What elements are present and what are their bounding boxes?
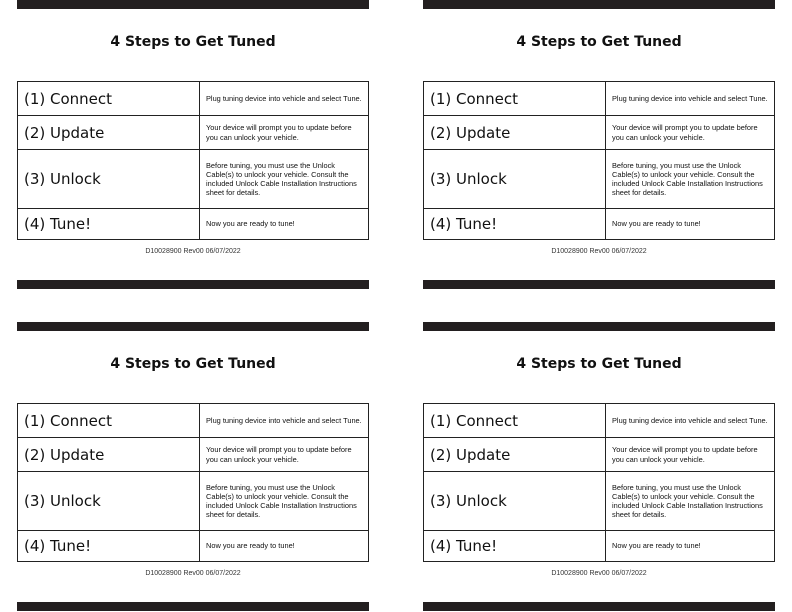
top-bar — [423, 0, 775, 9]
step-description: Your device will prompt you to update before you can unlock your vehicle. — [200, 116, 369, 150]
step-description: Now you are ready to tune! — [606, 209, 775, 240]
step-row — [424, 438, 775, 472]
instruction-card — [17, 0, 369, 290]
step-label: (2) Update — [18, 116, 200, 150]
step-description: Now you are ready to tune! — [200, 531, 369, 562]
step-description: Plug tuning device into vehicle and select Tune. — [200, 404, 369, 438]
step-label: (3) Unlock — [424, 150, 606, 209]
top-bar — [17, 0, 369, 9]
steps-table — [423, 81, 775, 240]
bottom-bar — [17, 280, 369, 289]
top-bar — [17, 322, 369, 331]
step-row — [424, 116, 775, 150]
step-row — [18, 150, 369, 209]
document-code: D10028900 Rev00 06/07/2022 — [145, 248, 241, 255]
step-label: (2) Update — [424, 116, 606, 150]
steps-table — [423, 403, 775, 562]
step-label: (1) Connect — [424, 82, 606, 116]
step-label: (4) Tune! — [18, 209, 200, 240]
step-description: Now you are ready to tune! — [200, 209, 369, 240]
instruction-card — [423, 322, 775, 612]
step-label: (1) Connect — [18, 404, 200, 438]
step-description: Before tuning, you must use the Unlock Cable(s) to unlock your vehicle. Consult the included Unlock Cable Installation Instructions sheet for details. — [200, 150, 369, 209]
steps-table — [17, 403, 369, 562]
step-row — [424, 404, 775, 438]
step-row — [18, 116, 369, 150]
instruction-card — [423, 0, 775, 290]
step-description: Now you are ready to tune! — [606, 531, 775, 562]
step-row — [18, 404, 369, 438]
bottom-bar — [423, 280, 775, 289]
step-label: (2) Update — [424, 438, 606, 472]
step-row — [18, 438, 369, 472]
step-description: Before tuning, you must use the Unlock Cable(s) to unlock your vehicle. Consult the included Unlock Cable Installation Instructions sheet for details. — [200, 472, 369, 531]
step-label: (3) Unlock — [18, 472, 200, 531]
step-label: (3) Unlock — [424, 472, 606, 531]
step-description: Your device will prompt you to update before you can unlock your vehicle. — [200, 438, 369, 472]
step-row — [424, 209, 775, 240]
step-row — [424, 150, 775, 209]
bottom-bar — [17, 602, 369, 611]
step-description: Your device will prompt you to update before you can unlock your vehicle. — [606, 438, 775, 472]
card-title: 4 Steps to Get Tuned — [516, 34, 682, 50]
step-row — [18, 472, 369, 531]
instruction-card — [17, 322, 369, 612]
step-description: Before tuning, you must use the Unlock Cable(s) to unlock your vehicle. Consult the included Unlock Cable Installation Instructions sheet for details. — [606, 472, 775, 531]
step-label: (3) Unlock — [18, 150, 200, 209]
step-description: Plug tuning device into vehicle and select Tune. — [606, 82, 775, 116]
bottom-bar — [423, 602, 775, 611]
card-title: 4 Steps to Get Tuned — [110, 356, 276, 372]
card-title: 4 Steps to Get Tuned — [516, 356, 682, 372]
step-description: Your device will prompt you to update before you can unlock your vehicle. — [606, 116, 775, 150]
step-row — [424, 531, 775, 562]
step-label: (4) Tune! — [424, 531, 606, 562]
step-label: (4) Tune! — [424, 209, 606, 240]
step-label: (4) Tune! — [18, 531, 200, 562]
step-label: (1) Connect — [18, 82, 200, 116]
step-row — [18, 209, 369, 240]
step-label: (1) Connect — [424, 404, 606, 438]
step-row — [18, 531, 369, 562]
document-code: D10028900 Rev00 06/07/2022 — [145, 570, 241, 577]
step-row — [424, 472, 775, 531]
step-label: (2) Update — [18, 438, 200, 472]
step-description: Plug tuning device into vehicle and select Tune. — [606, 404, 775, 438]
steps-table — [17, 81, 369, 240]
step-row — [18, 82, 369, 116]
top-bar — [423, 322, 775, 331]
step-description: Before tuning, you must use the Unlock Cable(s) to unlock your vehicle. Consult the included Unlock Cable Installation Instructions sheet for details. — [606, 150, 775, 209]
document-code: D10028900 Rev00 06/07/2022 — [551, 570, 647, 577]
document-code: D10028900 Rev00 06/07/2022 — [551, 248, 647, 255]
step-row — [424, 82, 775, 116]
step-description: Plug tuning device into vehicle and select Tune. — [200, 82, 369, 116]
card-title: 4 Steps to Get Tuned — [110, 34, 276, 50]
